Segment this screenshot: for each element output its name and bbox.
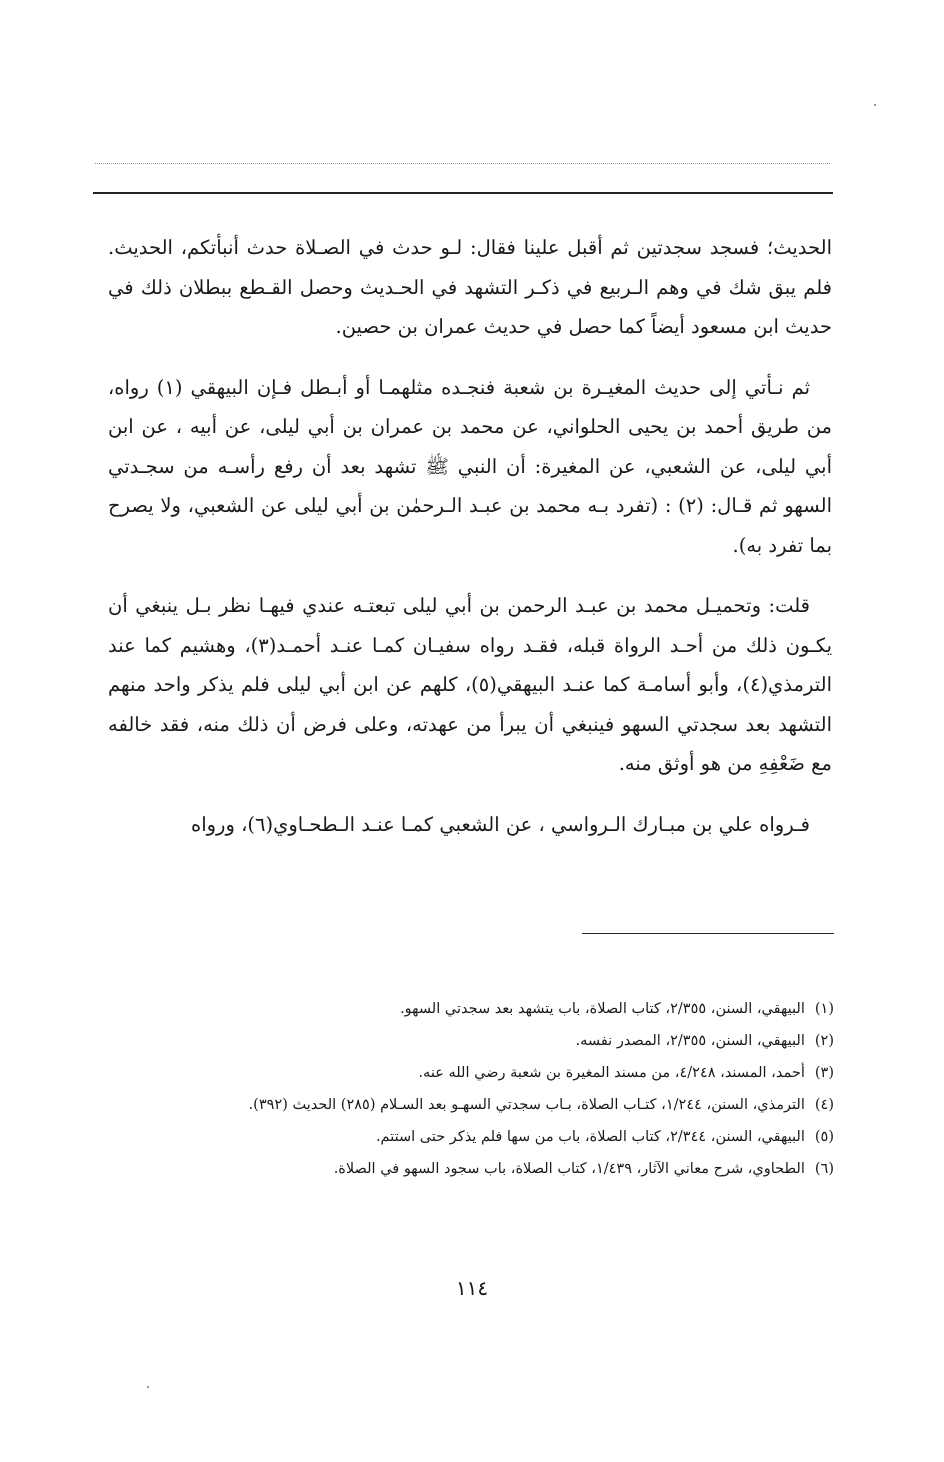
main-text <box>108 228 832 865</box>
scan-speck <box>874 104 876 106</box>
footnote-number: (٥) <box>814 1129 834 1145</box>
footnote-number: (٢) <box>814 1033 834 1049</box>
footnote-text: الطحاوي، شرح معاني الآثار، ١/٤٣٩، كتاب الصلاة، باب سجود السهو في الصلاة. <box>333 1161 805 1177</box>
footnote-3 <box>108 1057 834 1089</box>
footnote-text: البيهقي، السنن، ٢/٣٥٥، كتاب الصلاة، باب يتشهد بعد سجدتي السهو. <box>400 1001 805 1017</box>
footnote-text: البيهقي، السنن، ٢/٣٤٤، كتاب الصلاة، باب من سها فلم يذكر حتى استتم. <box>375 1129 805 1145</box>
footnote-number: (١) <box>814 1001 834 1017</box>
footnote-separator <box>582 933 834 934</box>
footnotes <box>108 993 834 1185</box>
paragraph-2: ثم نـأتي إلى حديث المغيـرة بن شعبة فنجـده مثلهمـا أو أبـطل فـإن البيهقي (١) رواه، من طريق أحمد بن يحيى الحلواني، عن محمد بن عمران بن أبي ليلى، عن أبيه ، عن ابن أبي ليلى، عن الشعبي، عن المغيرة: أن النبي ﷺ تشهد بعد أن رفع رأسـه من سجـدتي السهو ثم قـال: (٢) : (تفرد بـه محمد بن عبـد الـرحمٰن بن أبي ليلى عن الشعبي، ولا يصرح بما تفرد به). <box>108 375 833 557</box>
footnote-2 <box>108 1025 834 1057</box>
footnote-number: (٣) <box>814 1065 834 1081</box>
header-rule <box>93 192 833 194</box>
footnote-5 <box>108 1121 834 1153</box>
paragraph-4: فـرواه علي بن مبـارك الـرواسي ، عن الشعبي كمـا عنـد الـطحـاوي(٦)، ورواه <box>191 812 810 836</box>
footnote-4 <box>108 1089 834 1121</box>
footnote-text: البيهقي، السنن، ٢/٣٥٥، المصدر نفسه. <box>575 1033 805 1049</box>
dotted-header-rule <box>95 163 830 164</box>
footnote-text: أحمد، المسند، ٤/٢٤٨، من مسند المغيرة بن شعبة رضي الله عنه. <box>418 1065 805 1081</box>
paragraph-3: قلت: وتحميـل محمد بن عبـد الرحمن بن أبي ليلى تبعتـه عندي فيهـا نظر بـل ينبغي أن يكـون ذلك من أحـد الرواة قبله، فقـد رواه سفيـان كمـا عنـد أحمـد(٣)، وهشيم كما عند الترمذي(٤)، وأبو أسامـة كما عنـد البيهقي(٥)، كلهم عن ابن أبي ليلى فلم يذكر واحد منهم التشهد بعد سجدتي السهو فينبغي أن يبرأ من عهدته، وعلى فرض أن ذلك منه، فقد خالفه مع ضَعْفِهِ من هو أوثق منه. <box>108 594 832 775</box>
scan-speck <box>147 1386 149 1388</box>
footnote-6 <box>108 1153 834 1185</box>
footnote-1 <box>108 993 834 1025</box>
footnote-number: (٦) <box>814 1161 834 1177</box>
page-number: ١١٤ <box>455 1276 489 1300</box>
paragraph-1: الحديث؛ فسجد سجدتين ثم أقبل علينا فقال: لـو حدث في الصـلاة حدث أنبأتكم، الحديث. فلم يبق شك في وهم الـربيع في ذكـر التشهد في الحـديث وحصل القـطع ببطلان ذلك في حديث ابن مسعود أيضاً كما حصل في حديث عمران بن حصين. <box>108 236 832 338</box>
footnote-number: (٤) <box>814 1097 834 1113</box>
footnote-text: الترمذي، السنن، ١/٢٤٤، كتـاب الصلاة، بـاب سجدتي السهـو بعد السـلام (٢٨٥) الحديث (٣٩٢). <box>248 1097 805 1113</box>
